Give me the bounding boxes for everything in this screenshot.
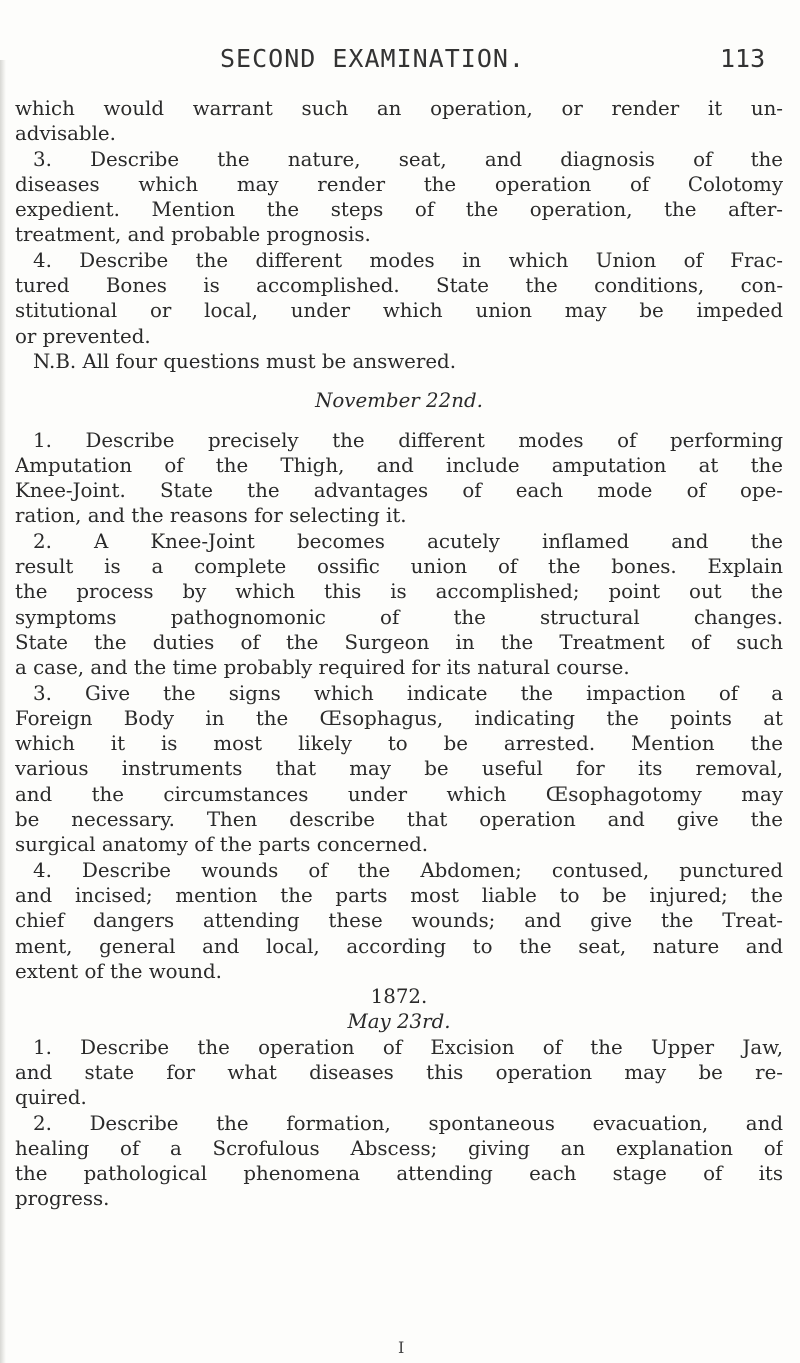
running-head: SECOND EXAMINATION. (220, 44, 525, 73)
text-line: or prevented. (15, 324, 151, 348)
question-1-line: 1. Describe precisely the different modes of performing (33, 428, 783, 452)
text-line: be necessary. Then describe that operation and give the (15, 808, 783, 832)
text-line: expedient. Mention the steps of the operation, the after- (15, 198, 783, 222)
text-line: progress. (15, 1187, 110, 1211)
text-line: healing of a Scrofulous Abscess; giving an explanation of (15, 1136, 783, 1160)
text-line: Knee-Joint. State the advantages of each mode of ope- (15, 479, 783, 503)
text-line: which it is most likely to be arrested. Mention the (15, 732, 783, 756)
text-line: stitutional or local, under which union may be impeded (15, 299, 783, 323)
binding-shadow (0, 60, 6, 1363)
question-4-line: 4. Describe wounds of the Abdomen; contused, punctured (33, 858, 783, 882)
section-gap (15, 374, 783, 388)
text-line: symptoms pathognomonic of the structural changes. (15, 605, 783, 629)
text-line: chief dangers attending these wounds; and give the Treat- (15, 909, 783, 933)
body-text (15, 96, 783, 1212)
text-line: Foreign Body in the Œsophagus, indicating the points at (15, 706, 783, 730)
text-line: and incised; mention the parts most liable to be injured; the (15, 883, 783, 907)
text-line: Amputation of the Thigh, and include amputation at the (15, 453, 783, 477)
text-line: surgical anatomy of the parts concerned. (15, 833, 429, 857)
section-gap (15, 414, 783, 428)
nota-bene-line: N.B. All four questions must be answered. (33, 349, 456, 373)
text-line: and the circumstances under which Œsophagotomy may (15, 782, 783, 806)
text-line: diseases which may render the operation of Colotomy (15, 172, 783, 196)
page-header (0, 44, 800, 84)
text-line: advisable. (15, 122, 116, 146)
text-line: various instruments that may be useful for its removal, (15, 757, 783, 781)
text-line: the pathological phenomena attending each stage of its (15, 1162, 783, 1186)
section-date: May 23rd. (347, 1010, 451, 1034)
text-line: treatment, and probable prognosis. (15, 223, 371, 247)
page-number: 113 (720, 44, 766, 73)
text-line: tured Bones is accomplished. State the conditions, con- (15, 274, 783, 298)
question-4-line: 4. Describe the different modes in which Union of Frac- (33, 248, 783, 272)
text-line: State the duties of the Surgeon in the Treatment of such (15, 630, 783, 654)
text-line: ration, and the reasons for selecting it. (15, 504, 407, 528)
text-line: which would warrant such an operation, or render it un- (15, 97, 783, 120)
text-line: a case, and the time probably required for its natural course. (15, 656, 630, 680)
question-3-line: 3. Describe the nature, seat, and diagnosis of the (33, 147, 783, 171)
section-year: 1872. (370, 985, 428, 1009)
question-2-line: 2. A Knee-Joint becomes acutely inflamed and the (33, 529, 783, 553)
text-line: result is a complete ossific union of the bones. Explain (15, 555, 783, 579)
text-line: ment, general and local, according to the seat, nature and (15, 934, 783, 958)
question-2-line: 2. Describe the formation, spontaneous evacuation, and (33, 1111, 783, 1135)
text-line: quired. (15, 1086, 87, 1110)
signature-mark: I (398, 1338, 405, 1357)
section-date: November 22nd. (315, 389, 483, 413)
question-1-line: 1. Describe the operation of Excision of the Upper Jaw, (33, 1035, 783, 1059)
question-3-line: 3. Give the signs which indicate the impaction of a (33, 681, 783, 705)
text-line: and state for what diseases this operation may be re- (15, 1060, 783, 1084)
text-line: the process by which this is accomplished; point out the (15, 580, 783, 604)
text-line: extent of the wound. (15, 959, 222, 983)
